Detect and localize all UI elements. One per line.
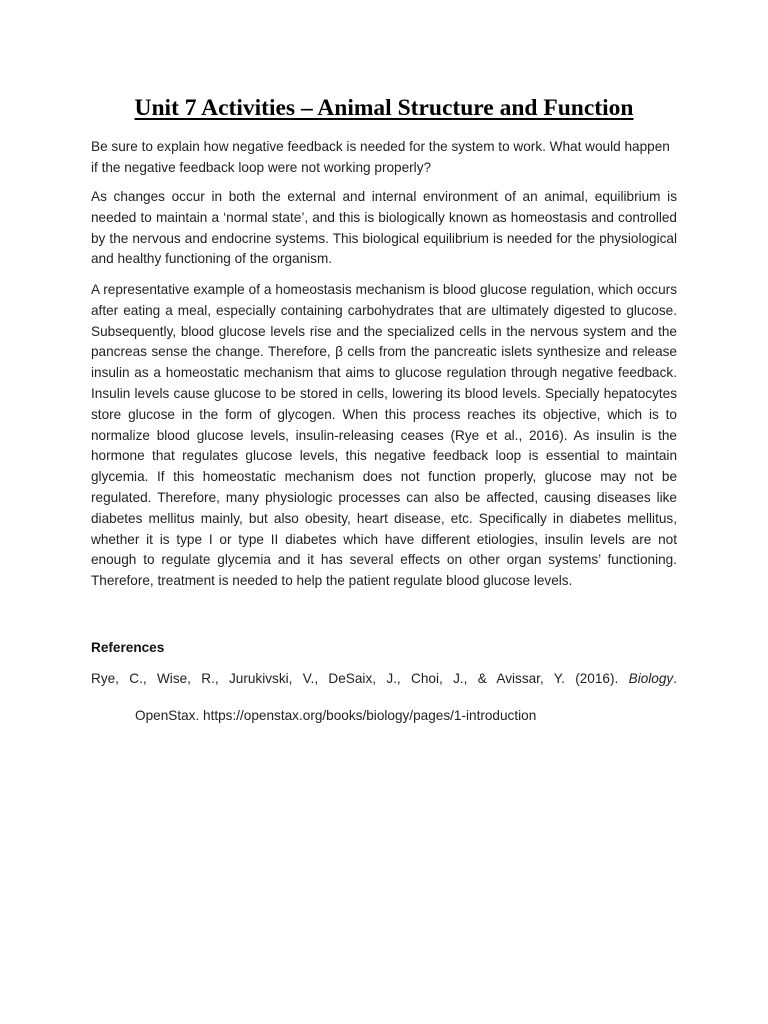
body-paragraph-1: As changes occur in both the external and internal environment of an animal, equilibrium is needed to maintain a ‘normal state’, and this is biologically known as homeostasis and controlled by the nervous and endocrine systems. This biological equilibrium is needed for the physiological and healthy functioning of the organism. xyxy=(91,189,677,267)
reference-entry xyxy=(91,669,677,689)
reference-publisher-url: OpenStax. https://openstax.org/books/biology/pages/1-introduction xyxy=(135,708,537,723)
assignment-prompt: Be sure to explain how negative feedback is needed for the system to work. What would happen if the negative feedback loop were not working properly? xyxy=(91,139,670,175)
body-paragraph-2: A representative example of a homeostasis mechanism is blood glucose regulation, which occurs after eating a meal, especially containing carbohydrates that are ultimately digested to glucose. Subsequently, blood glucose levels rise and the specialized cells in the nervous system and the pancreas sense the change. Therefore, β cells from the pancreatic islets synthesize and release insulin as a homeostatic mechanism that aims to glucose regulation through negative feedback. Insulin levels cause glucose to be stored in cells, lowering its blood levels. Specially hepatocytes store glucose in the form of glycogen. When this process reaches its objective, which is to normalize blood glucose levels, insulin-releasing ceases (Rye et al., 2016). As insulin is the hormone that regulates glucose levels, this negative feedback loop is essential to maintain glycemia. If this homeostatic mechanism does not function properly, glucose may not be regulated. Therefore, many physiologic processes can also be affected, causing diseases like diabetes mellitus mainly, but also obesity, heart disease, etc. Specifically in diabetes mellitus, whether it is type I or type II diabetes which have different etiologies, insulin levels are not enough to regulate glycemia and it has several effects on other organ systems’ functioning. Therefore, treatment is needed to help the patient regulate blood glucose levels. xyxy=(91,282,677,589)
page-title: Unit 7 Activities – Animal Structure and Function xyxy=(134,95,634,121)
reference-authors: Rye, C., Wise, R., Jurukivski, V., DeSaix, J., Choi, J., & Avissar, Y. (2016). xyxy=(91,671,619,686)
references-heading: References xyxy=(91,640,165,655)
reference-period: . xyxy=(673,671,677,686)
reference-work-title: Biology xyxy=(628,671,674,686)
